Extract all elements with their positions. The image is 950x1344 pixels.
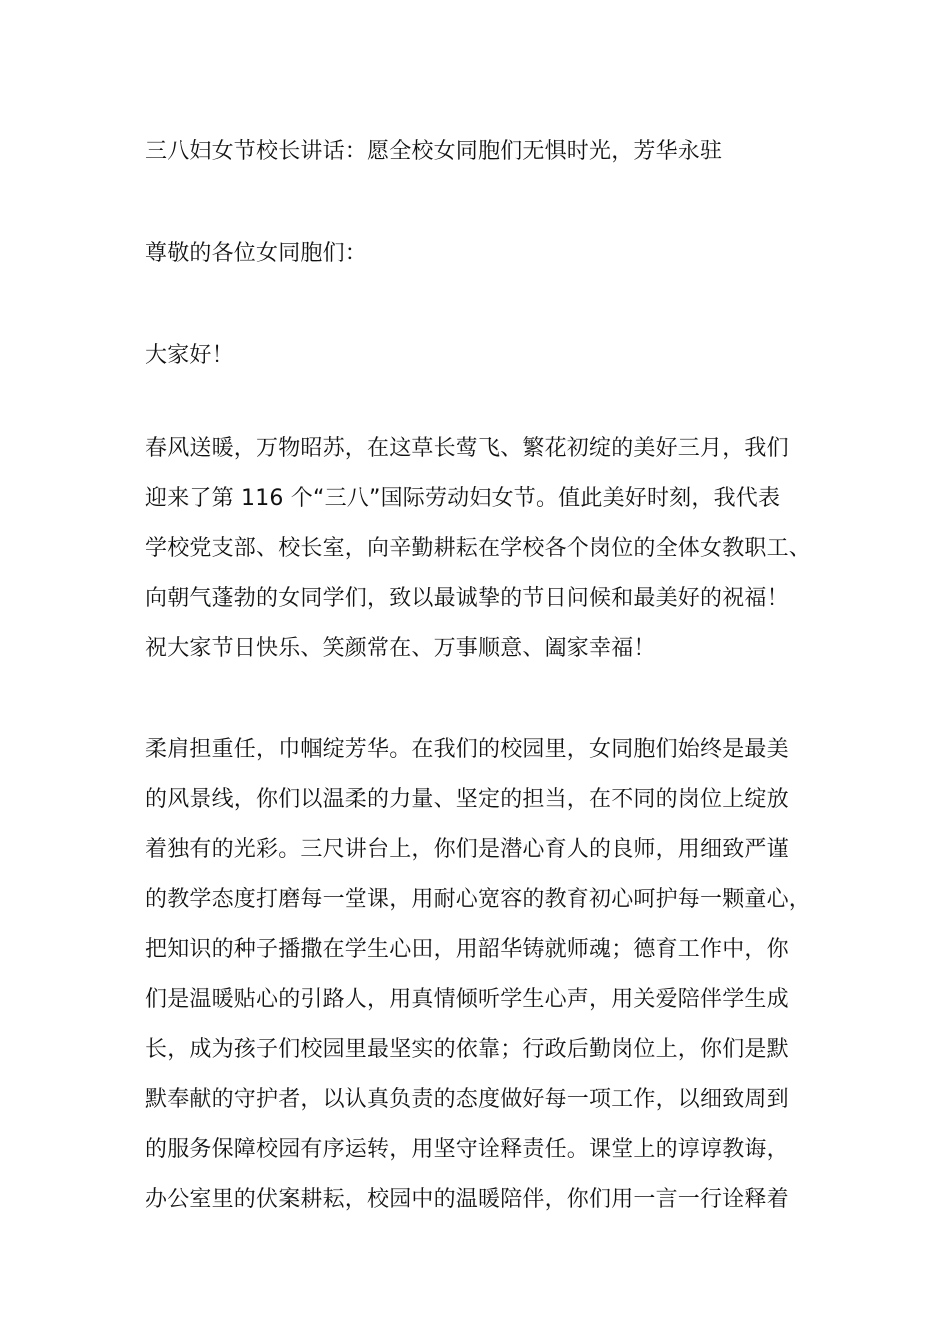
document-title: 三八妇女节校长讲话：愿全校女同胞们无惧时光，芳华永驻 (145, 139, 723, 164)
greeting: 大家好！ (145, 343, 234, 368)
paragraph-line: 向朝气蓬勃的女同学们，致以最诚挚的节日问候和最美好的祝福！ (145, 586, 789, 611)
paragraph-line: 的教学态度打磨每一堂课，用耐心宽容的教育初心呵护每一颗童心， (145, 887, 812, 912)
paragraph-line: 柔肩担重任，巾帼绽芳华。在我们的校园里，女同胞们始终是最美 (145, 737, 789, 762)
paragraph-line: 默奉献的守护者，以认真负责的态度做好每一项工作，以细致周到 (145, 1087, 789, 1112)
paragraph-line: 把知识的种子播撒在学生心田，用韶华铸就师魂；德育工作中，你 (145, 937, 789, 962)
paragraph-line: 着独有的光彩。三尺讲台上，你们是潜心育人的良师，用细致严谨 (145, 837, 789, 862)
paragraph-line: 迎来了第 116 个“三八”国际劳动妇女节。值此美好时刻，我代表 (145, 486, 781, 511)
paragraph-line: 的风景线，你们以温柔的力量、坚定的担当，在不同的岗位上绽放 (145, 787, 789, 812)
paragraph-line: 春风送暖，万物昭苏，在这草长莺飞、繁花初绽的美好三月，我们 (145, 436, 789, 461)
paragraph-line: 长，成为孩子们校园里最坚实的依靠；行政后勤岗位上，你们是默 (145, 1037, 789, 1062)
paragraph-line: 的服务保障校园有序运转，用坚守诠释责任。课堂上的谆谆教诲， (145, 1137, 789, 1162)
salutation: 尊敬的各位女同胞们： (145, 241, 368, 266)
paragraph-line: 们是温暖贴心的引路人，用真情倾听学生心声，用关爱陪伴学生成 (145, 987, 789, 1012)
paragraph-line: 办公室里的伏案耕耘，校园中的温暖陪伴，你们用一言一行诠释着 (145, 1187, 789, 1212)
paragraph-line: 祝大家节日快乐、笑颜常在、万事顺意、阖家幸福！ (145, 636, 656, 661)
paragraph-line: 学校党支部、校长室，向辛勤耕耘在学校各个岗位的全体女教职工、 (145, 536, 812, 561)
